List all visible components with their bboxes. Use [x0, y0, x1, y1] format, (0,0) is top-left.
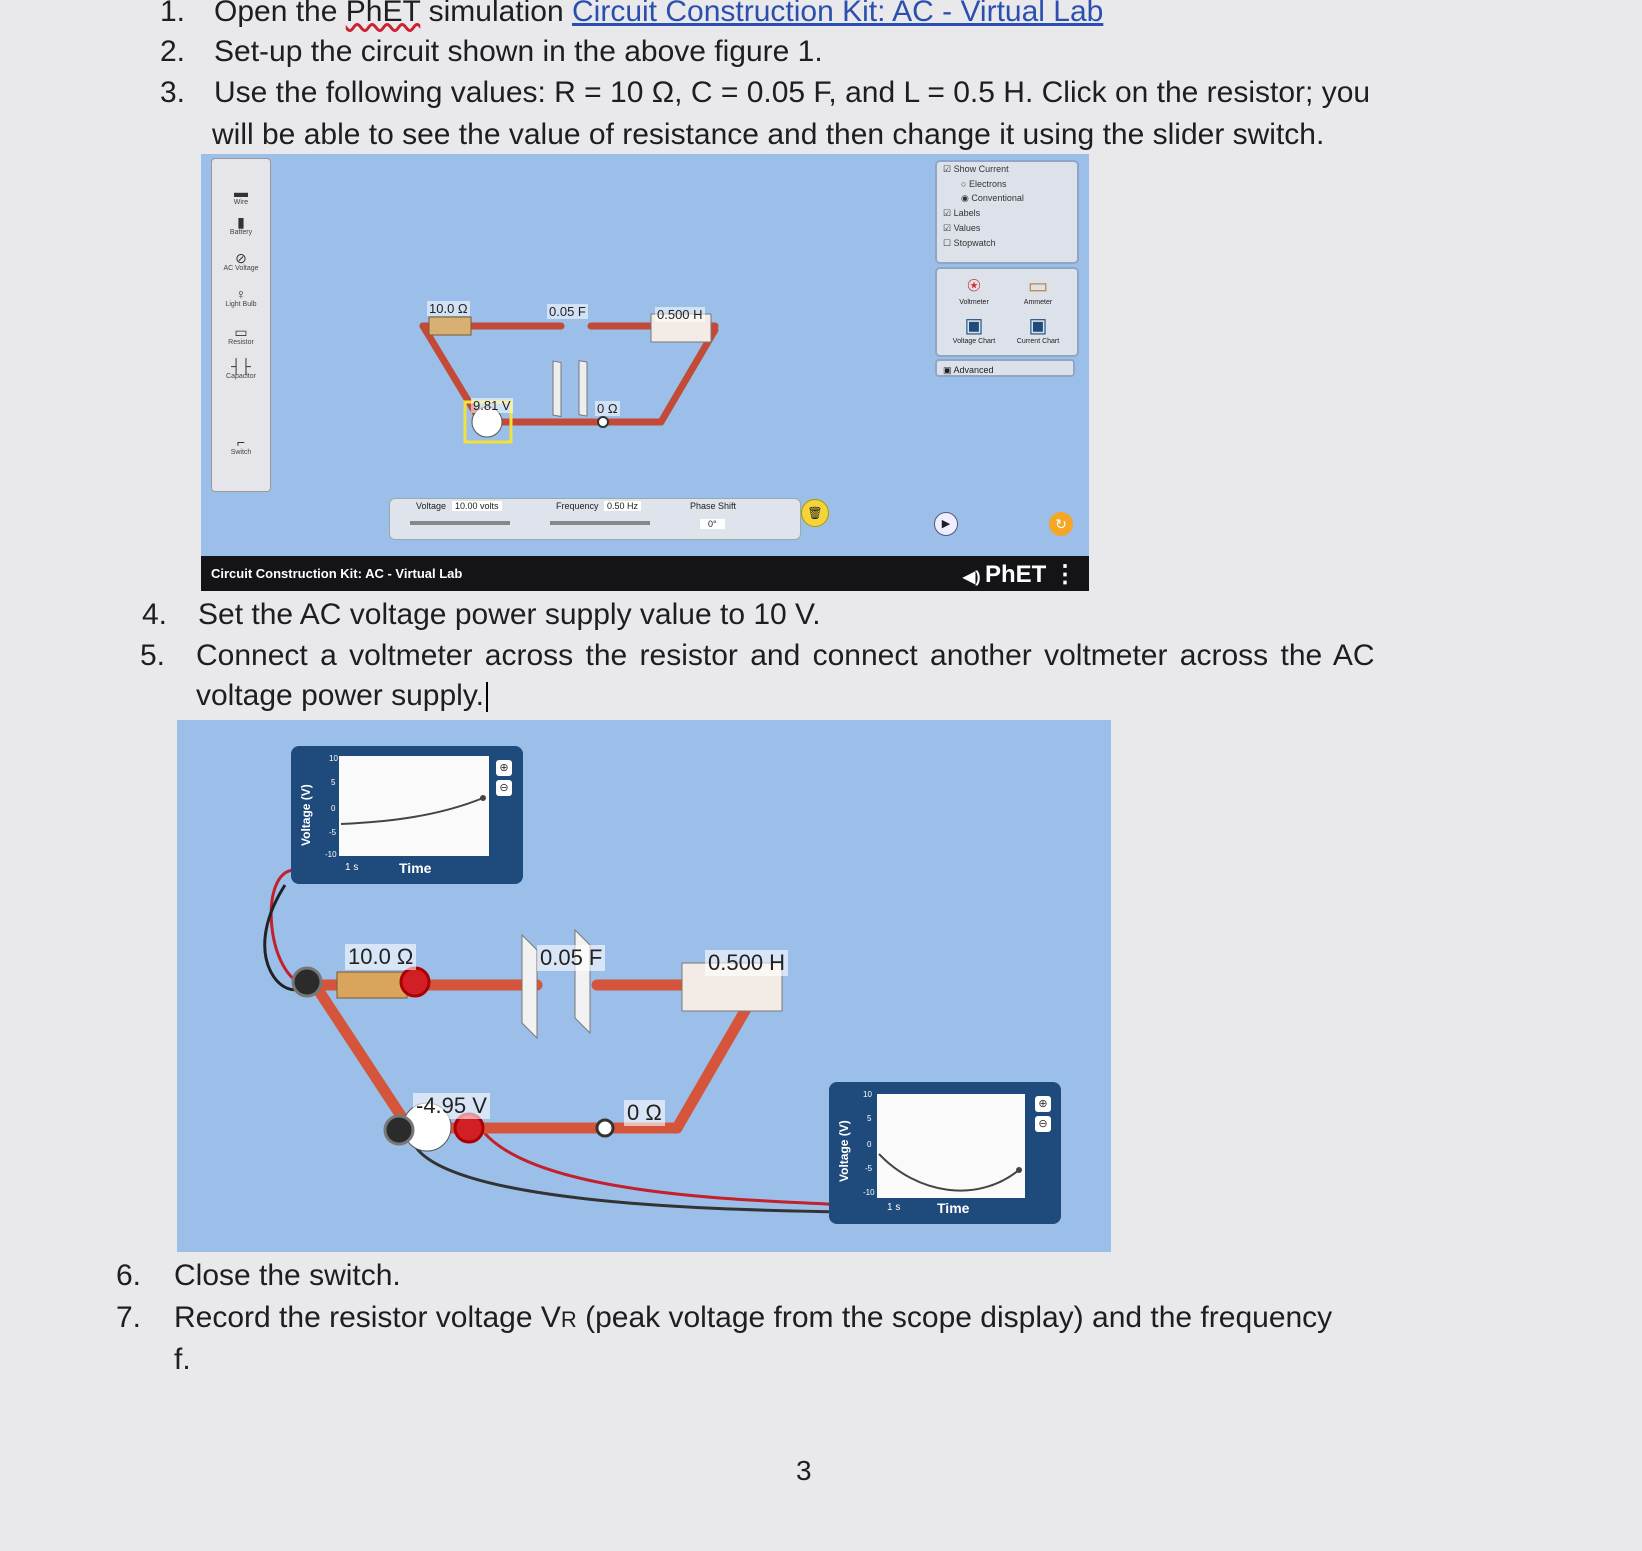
current-chart-tool[interactable]: ▣ Current Chart: [1009, 313, 1067, 345]
chart-icon: ▣: [964, 315, 984, 337]
subscript-r: R: [560, 1307, 577, 1332]
voltage-chart-bottom[interactable]: [829, 1082, 1061, 1224]
display-options-panel: [935, 160, 1079, 264]
voltmeter-probe-red-1[interactable]: [401, 968, 429, 996]
resistor-label: 10.0 Ω: [345, 944, 416, 970]
capacitor-label: 0.05 F: [549, 304, 586, 319]
switch-label: 0 Ω: [624, 1100, 665, 1126]
switch-icon: ⌐: [236, 434, 246, 450]
sim-navigation-bar: [201, 556, 1089, 591]
switch-1[interactable]: [598, 417, 608, 427]
voltmeter-tool[interactable]: ⍟ Voltmeter: [945, 273, 1003, 306]
zoom-in-icon[interactable]: ⊕: [1035, 1096, 1051, 1112]
step-text-line-1: Record the resistor voltage V: [174, 1301, 561, 1334]
resistor-icon: ▭: [234, 324, 248, 340]
time-scale: 1 s: [345, 862, 359, 873]
y-tick: -10: [325, 850, 337, 859]
inductor-label: 0.500 H: [657, 307, 703, 322]
values-checkbox[interactable]: ☑ Values: [943, 223, 981, 233]
step-number: 2.: [160, 35, 186, 68]
toolbox-battery[interactable]: ▮ Battery: [218, 215, 264, 233]
step-number: 6.: [116, 1259, 142, 1292]
toolbox-capacitor[interactable]: ┤├ Capacitor: [218, 359, 264, 377]
voltage-slider-value: 10.00 volts: [452, 501, 502, 511]
step-text: Set the AC voltage power supply value to 10 V.: [198, 598, 821, 631]
step-number: 1.: [160, 0, 186, 28]
capacitor-icon: ┤├: [231, 358, 251, 374]
y-tick: -5: [329, 828, 337, 837]
sensor-tools-panel: [935, 267, 1079, 357]
trash-icon[interactable]: 🗑: [801, 499, 829, 527]
y-tick: 0: [331, 804, 336, 813]
toolbox-switch[interactable]: ⌐ Switch: [218, 435, 264, 453]
phet-word: PhET: [345, 0, 421, 28]
step-number: 5.: [140, 639, 166, 672]
step-text-line-2: voltage power supply.: [196, 679, 484, 712]
y-tick: 5: [331, 778, 336, 787]
source-label: 9.81 V: [473, 398, 511, 413]
step-text-line-1: Connect a voltmeter across the resistor and connect another voltmeter across the AC: [196, 639, 1375, 672]
capacitor-label: 0.05 F: [537, 945, 605, 971]
electrons-radio[interactable]: ○ Electrons: [961, 179, 1007, 189]
step-number: 4.: [142, 598, 168, 631]
voltage-slider[interactable]: [410, 521, 510, 525]
step-text-line-1-rest: (peak voltage from the scope display) and the frequency: [576, 1301, 1333, 1334]
chart-plot-area: [339, 756, 489, 856]
ac-source-icon: ⊘: [235, 250, 247, 266]
voltage-chart-tool[interactable]: ▣ Voltage Chart: [945, 313, 1003, 345]
frequency-slider-label: Frequency: [556, 501, 599, 511]
text-cursor: [486, 682, 488, 712]
resistor-1[interactable]: [429, 317, 471, 335]
voltmeter-icon: ⍟: [967, 273, 981, 298]
stopwatch-checkbox[interactable]: ☐ Stopwatch: [943, 238, 996, 248]
reset-icon[interactable]: ↻: [1049, 512, 1073, 536]
step-text-line-2: will be able to see the value of resistance and then change it using the slider switch.: [212, 118, 1325, 151]
step-text-line-1: Use the following values: R = 10 Ω, C = 0.05 F, and L = 0.5 H. Click on the resistor; you: [214, 76, 1371, 109]
figure-1-screenshot: [201, 154, 1089, 591]
y-tick: 5: [867, 1114, 872, 1123]
expand-icon: ▣: [943, 365, 954, 375]
capacitor-plate-1[interactable]: [553, 361, 561, 416]
chart-x-label: Time: [937, 1200, 970, 1216]
voltmeter-probe-black-2[interactable]: [385, 1116, 413, 1144]
show-current-checkbox[interactable]: ☑ Show Current: [943, 164, 1009, 174]
y-tick: 0: [867, 1140, 872, 1149]
ammeter-tool[interactable]: ▭ Ammeter: [1009, 273, 1067, 306]
resistor-label: 10.0 Ω: [429, 301, 468, 316]
inductor-label: 0.500 H: [705, 950, 788, 976]
y-tick: 10: [329, 754, 338, 763]
zoom-in-icon[interactable]: ⊕: [496, 760, 512, 776]
chart-y-label: Voltage (V): [299, 784, 313, 846]
step-text-line-2: f.: [174, 1343, 191, 1376]
y-tick: -5: [865, 1164, 873, 1173]
conventional-radio[interactable]: ◉ Conventional: [961, 193, 1024, 203]
frequency-slider-value: 0.50 Hz: [604, 501, 641, 511]
chart-trace: [339, 756, 489, 856]
labels-checkbox[interactable]: ☑ Labels: [943, 208, 981, 218]
voltage-slider-label: Voltage: [416, 501, 447, 511]
sound-icon[interactable]: ◀): [962, 569, 985, 586]
step-number: 7.: [116, 1301, 142, 1334]
advanced-panel[interactable]: ▣ Advanced: [935, 359, 1075, 377]
wire-icon: ▬: [234, 184, 248, 200]
chart-trace: [877, 1094, 1025, 1198]
switch-2[interactable]: [597, 1120, 613, 1136]
ammeter-icon: ▭: [1027, 273, 1049, 298]
figure-2-screenshot: [177, 720, 1111, 1252]
voltage-chart-top[interactable]: [291, 746, 523, 884]
step-text: simulation: [420, 0, 572, 28]
chart-x-label: Time: [399, 860, 432, 876]
step-text: Open the: [214, 0, 346, 28]
phet-logo[interactable]: ◀) PhET ⋮: [962, 561, 1077, 588]
zoom-out-icon[interactable]: ⊖: [1035, 1116, 1051, 1132]
voltmeter-probe-black-1[interactable]: [293, 968, 321, 996]
zoom-out-icon[interactable]: ⊖: [496, 780, 512, 796]
chart-y-label: Voltage (V): [837, 1120, 851, 1182]
switch-label: 0 Ω: [597, 401, 618, 416]
step-text: Set-up the circuit shown in the above figure 1.: [214, 35, 823, 68]
phase-slider-label: Phase Shift: [690, 501, 737, 511]
step-number: 3.: [160, 76, 186, 109]
sim-title: Circuit Construction Kit: AC - Virtual Lab: [211, 566, 463, 581]
bulb-icon: ♀: [235, 286, 247, 302]
toolbox-ac-voltage[interactable]: ⊘ AC Voltage: [218, 251, 264, 269]
capacitor-plate-2[interactable]: [579, 361, 587, 416]
capacitor-plate-1[interactable]: [522, 935, 537, 1038]
resistor-2[interactable]: [337, 972, 407, 998]
toolbox-resistor[interactable]: ▭ Resistor: [218, 325, 264, 343]
y-tick: -10: [863, 1188, 875, 1197]
phase-value[interactable]: 0°: [700, 519, 725, 529]
battery-icon: ▮: [237, 214, 245, 230]
toolbox-light-bulb[interactable]: ♀ Light Bulb: [218, 287, 264, 305]
source-slider-bar: [389, 498, 801, 540]
frequency-slider[interactable]: [550, 521, 650, 525]
time-scale: 1 s: [887, 1202, 901, 1213]
toolbox-wire[interactable]: ▬ Wire: [218, 185, 264, 203]
simulation-link[interactable]: Circuit Construction Kit: AC - Virtual Lab: [572, 0, 1104, 28]
page-number: 3: [796, 1455, 812, 1486]
step-text: Close the switch.: [174, 1259, 401, 1292]
chart-icon: ▣: [1028, 315, 1048, 337]
y-tick: 10: [863, 1090, 872, 1099]
play-icon[interactable]: ▶: [934, 512, 958, 536]
source-label: -4.95 V: [413, 1093, 490, 1119]
chart-plot-area: [877, 1094, 1025, 1198]
